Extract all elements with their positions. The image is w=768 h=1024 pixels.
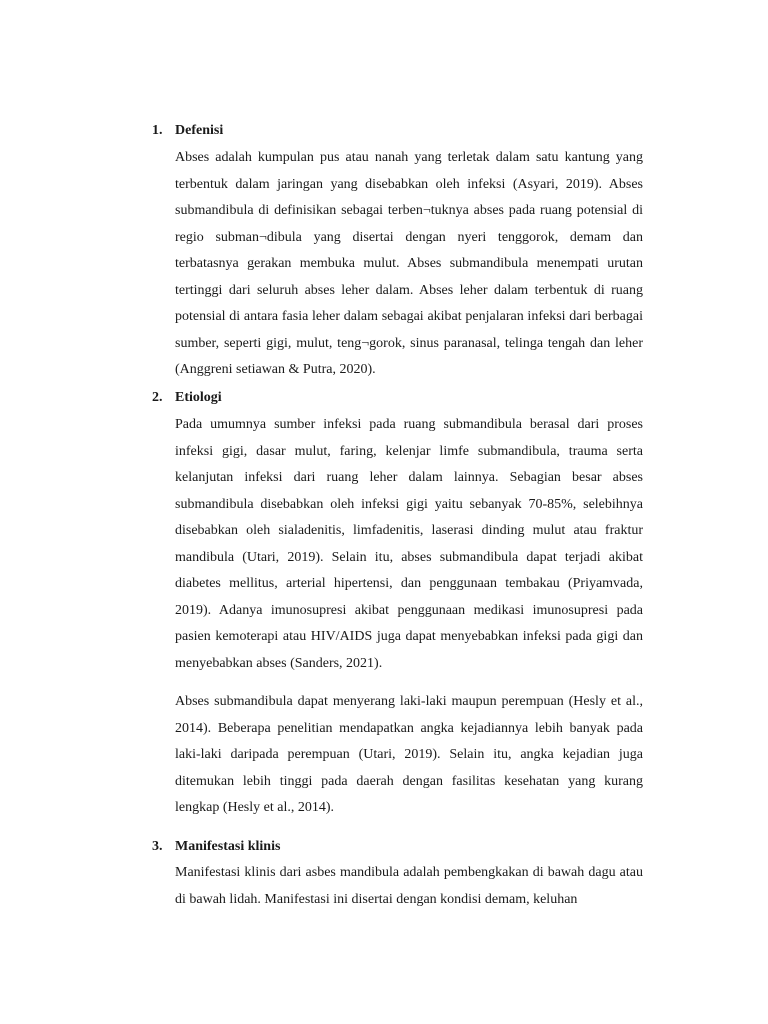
paragraph-etiologi-1: Pada umumnya sumber infeksi pada ruang submandibula berasal dari proses infeksi gigi, dasar mulut, faring, kelenjar limfe submandibula, trauma serta kelanjutan infeksi dari ruang leher dalam lainnya. Sebagian besar abses submandibula disebabkan oleh infeksi gigi yaitu sebanyak 70-85%, selebihnya disebabkan oleh sialadenitis, limfadenitis, laserasi dinding mulut atau fraktur mandibula (Utari, 2019). Selain itu, abses submandibula dapat terjadi akibat diabetes mellitus, arterial hipertensi, dan penggunaan tembakau (Priyamvada, 2019). Adanya imunosupresi akibat penggunaan medikasi imunosupresi pada pasien kemoterapi atau HIV/AIDS juga dapat menyebabkan infeksi pada gigi dan menyebabkan abses (Sanders, 2021). — [175, 417, 643, 671]
section-title: Manifestasi klinis — [175, 839, 281, 854]
section-heading-manifestasi-klinis — [152, 838, 280, 856]
section-heading-etiologi — [152, 389, 222, 407]
paragraph-defenisi: Abses adalah kumpulan pus atau nanah yang terletak dalam satu kantung yang terbentuk dalam jaringan yang disebabkan oleh infeksi (Asyari, 2019). Abses submandibula di definisikan sebagai terben¬tuknya abses pada ruang potensial di regio subman¬dibula yang disertai dengan nyeri tenggorok, demam dan terbatasnya gerakan membuka mulut. Abses submandibula menempati urutan tertinggi dari seluruh abses leher dalam. Abses leher dalam terbentuk di ruang potensial di antara fasia leher dalam sebagai akibat penjalaran infeksi dari berbagai sumber, seperti gigi, mulut, teng¬gorok, sinus paranasal, telinga tengah dan leher (Anggreni setiawan & Putra, 2020). — [175, 150, 643, 377]
section-title: Defenisi — [175, 123, 224, 138]
paragraph-etiologi-2: Abses submandibula dapat menyerang laki-laki maupun perempuan (Hesly et al., 2014). Beberapa penelitian mendapatkan angka kejadiannya lebih banyak pada laki-laki daripada perempuan (Utari, 2019). Selain itu, angka kejadian juga ditemukan lebih tinggi pada daerah dengan fasilitas kesehatan yang kurang lengkap (Hesly et al., 2014). — [175, 694, 643, 815]
section-number: 1. — [152, 123, 163, 138]
section-number: 2. — [152, 390, 163, 405]
section-number: 3. — [152, 839, 163, 854]
section-heading-defenisi — [152, 122, 223, 140]
section-title: Etiologi — [175, 390, 222, 405]
paragraph-manifestasi-klinis: Manifestasi klinis dari asbes mandibula adalah pembengkakan di bawah dagu atau di bawah lidah. Manifestasi ini disertai dengan kondisi demam, keluhan — [175, 865, 643, 907]
